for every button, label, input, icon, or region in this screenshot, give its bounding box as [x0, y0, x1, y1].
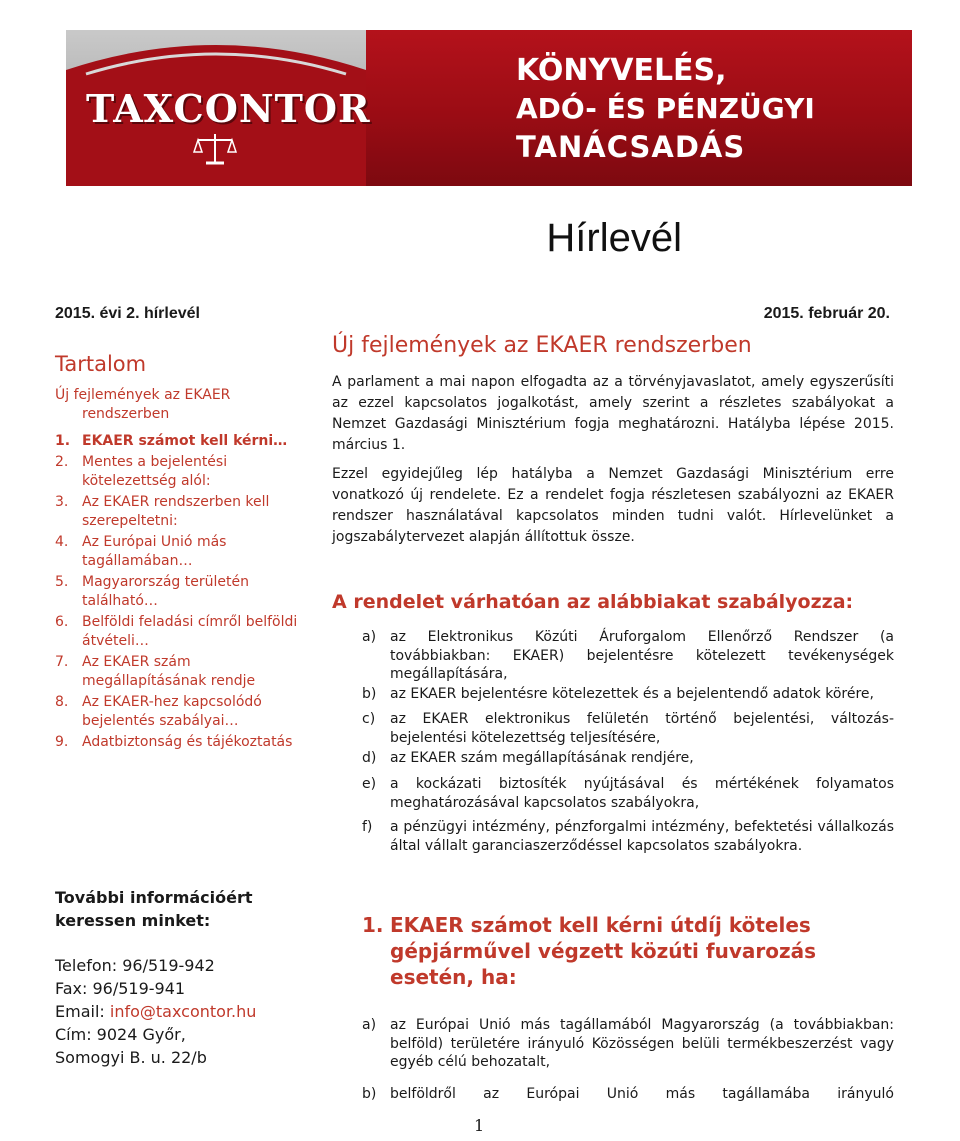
scales-icon [192, 130, 238, 168]
toc-item-label: Mentes a bejelentési kötelezettség alól: [82, 453, 228, 489]
list-item [362, 1085, 894, 1104]
company-logo: TAXCONTOR [86, 86, 371, 131]
contact-email-link[interactable]: info@taxcontor.hu [109, 1002, 257, 1021]
section-title-text: EKAER számot kell kérni útdíj köteles gépjárművel végzett közúti fuvarozás esetén, ha: [390, 913, 816, 989]
list-text: az Európai Unió más tagállamából Magyarország (a továbbiakban: belföld) területére irányuló Közösségen belüli termékbeszerzést vagy egyéb célú behozatalt, [390, 1017, 894, 1070]
list-marker: b) [362, 1086, 377, 1102]
list-marker: f) [362, 819, 373, 835]
contact-heading-1: További információért [55, 888, 253, 907]
list-item [362, 685, 894, 704]
list-marker: b) [362, 686, 377, 702]
contact-address-line-2: Somogyi B. u. 22/b [55, 1048, 207, 1067]
page-number: 1 [474, 1116, 485, 1135]
list-item [362, 818, 894, 855]
list-text: az EKAER szám megállapításának rendjére, [390, 750, 694, 766]
list-marker: e) [362, 776, 377, 792]
contact-heading-2: keressen minket: [55, 911, 211, 930]
toc-item[interactable] [55, 453, 315, 492]
toc-item-number: 2. [55, 453, 69, 470]
contact-address-line-1: Cím: 9024 Győr, [55, 1025, 186, 1044]
list-item [362, 1016, 894, 1072]
toc-item-number: 3. [55, 493, 69, 510]
toc-item-number: 5. [55, 573, 69, 590]
toc-item[interactable] [55, 493, 315, 532]
toc-item-number: 9. [55, 733, 69, 750]
list-item [362, 628, 894, 684]
toc-item[interactable] [55, 653, 315, 692]
toc-item-label: Adatbiztonság és tájékoztatás [82, 733, 293, 750]
section-number: 1. [362, 913, 384, 937]
contact-email-label: Email: [55, 1002, 110, 1021]
toc-item-label: Belföldi feladási címről belföldi átvételi… [82, 613, 298, 649]
header-banner [66, 30, 912, 186]
tagline-line-2: ADÓ- ÉS PÉNZÜGYI [516, 92, 815, 125]
contact-fax: Fax: 96/519-941 [55, 979, 186, 998]
list-marker: c) [362, 711, 376, 727]
toc-item-number: 4. [55, 533, 69, 550]
toc-item[interactable] [55, 573, 315, 612]
contact-email-row [55, 1000, 315, 1023]
list-text: belföldről az Európai Unió más tagállamába irányuló [390, 1086, 894, 1102]
toc-item-label: Az EKAER szám megállapításának rendje [82, 653, 256, 689]
toc-item-number: 6. [55, 613, 69, 630]
toc-item-number: 8. [55, 693, 69, 710]
toc-item[interactable] [55, 533, 315, 572]
toc-item[interactable] [55, 693, 315, 732]
list-text: az Elektronikus Közúti Áruforgalom Ellenőrző Rendszer (a továbbiakban: EKAER) bejelentésre kötelezett tevékenységek megállapítására, [390, 629, 894, 682]
contact-box [55, 886, 315, 1069]
body-paragraph: Ezzel egyidejűleg lép hatályba a Nemzet Gazdasági Minisztérium erre vonatkozó új rendelete. Ez a rendelet fogja részletesen szabályozni az EKAER rendszer használatával kapcsolatos minden tudni valót. Hírlevelünket a jogszabálytervezet alapján állítottuk össze. [332, 466, 894, 545]
contact-phone: Telefon: 96/519-942 [55, 956, 215, 975]
list-text: a pénzügyi intézmény, pénzforgalmi intézmény, befektetési vállalkozás által vállalt garanciaszerződéssel kapcsolatos szabályokra. [390, 819, 894, 854]
toc-item-label: Magyarország területén található… [82, 573, 249, 609]
list-marker: a) [362, 1017, 377, 1033]
section-title: Új fejlemények az EKAER rendszerben [332, 333, 752, 358]
section-subtitle: A rendelet várhatóan az alábbiakat szabályozza: [332, 591, 854, 613]
toc-item[interactable] [55, 613, 315, 652]
body-paragraph: A parlament a mai napon elfogadta az a törvényjavaslatot, amely egyszerűsíti az ezzel kapcsolatos jogalkotást, amely szerint a részletes szabályokat a Nemzet Gazdasági Minisztérium fogja meghatározni. Hatályba lépése 2015. március 1. [332, 374, 894, 453]
toc-main-line-1: Új fejlemények az EKAER [55, 387, 231, 403]
banner-tagline [516, 52, 815, 166]
table-of-contents [55, 352, 315, 753]
newsletter-title: Hírlevél [546, 216, 682, 260]
tagline-line-3: TANÁCSADÁS [516, 130, 746, 164]
list-text: az EKAER elektronikus felületén történő bejelentési, változás-bejelentési kötelezettség teljesítésére, [390, 711, 894, 746]
numbered-section-title [362, 912, 892, 990]
toc-item[interactable] [55, 733, 315, 753]
list-item [362, 710, 894, 747]
toc-item-label: Az Európai Unió más tagállamában… [82, 533, 227, 569]
tagline-line-1: KÖNYVELÉS, [516, 53, 727, 88]
toc-item-label: Az EKAER rendszerben kell szerepeltetni: [82, 493, 270, 529]
toc-item-number: 7. [55, 653, 69, 670]
list-marker: a) [362, 629, 377, 645]
toc-main-link[interactable] [55, 386, 315, 424]
toc-heading: Tartalom [55, 352, 147, 376]
issue-number: 2015. évi 2. hírlevél [55, 305, 200, 322]
issue-date: 2015. február 20. [763, 305, 890, 322]
list-marker: d) [362, 750, 377, 766]
toc-main-line-2: rendszerben [82, 406, 170, 422]
toc-item-label: Az EKAER-hez kapcsolódó bejelentés szabályai… [82, 693, 262, 729]
toc-item[interactable] [55, 432, 315, 452]
list-text: a kockázati biztosíték nyújtásával és mértékének folyamatos meghatározásával kapcsolatos szabályokra, [390, 776, 894, 811]
toc-item-number: 1. [55, 433, 71, 449]
list-text: az EKAER bejelentésre kötelezettek és a bejelentendő adatok körére, [390, 686, 874, 702]
list-item [362, 775, 894, 812]
toc-item-label: EKAER számot kell kérni… [82, 433, 288, 449]
list-item [362, 749, 894, 768]
